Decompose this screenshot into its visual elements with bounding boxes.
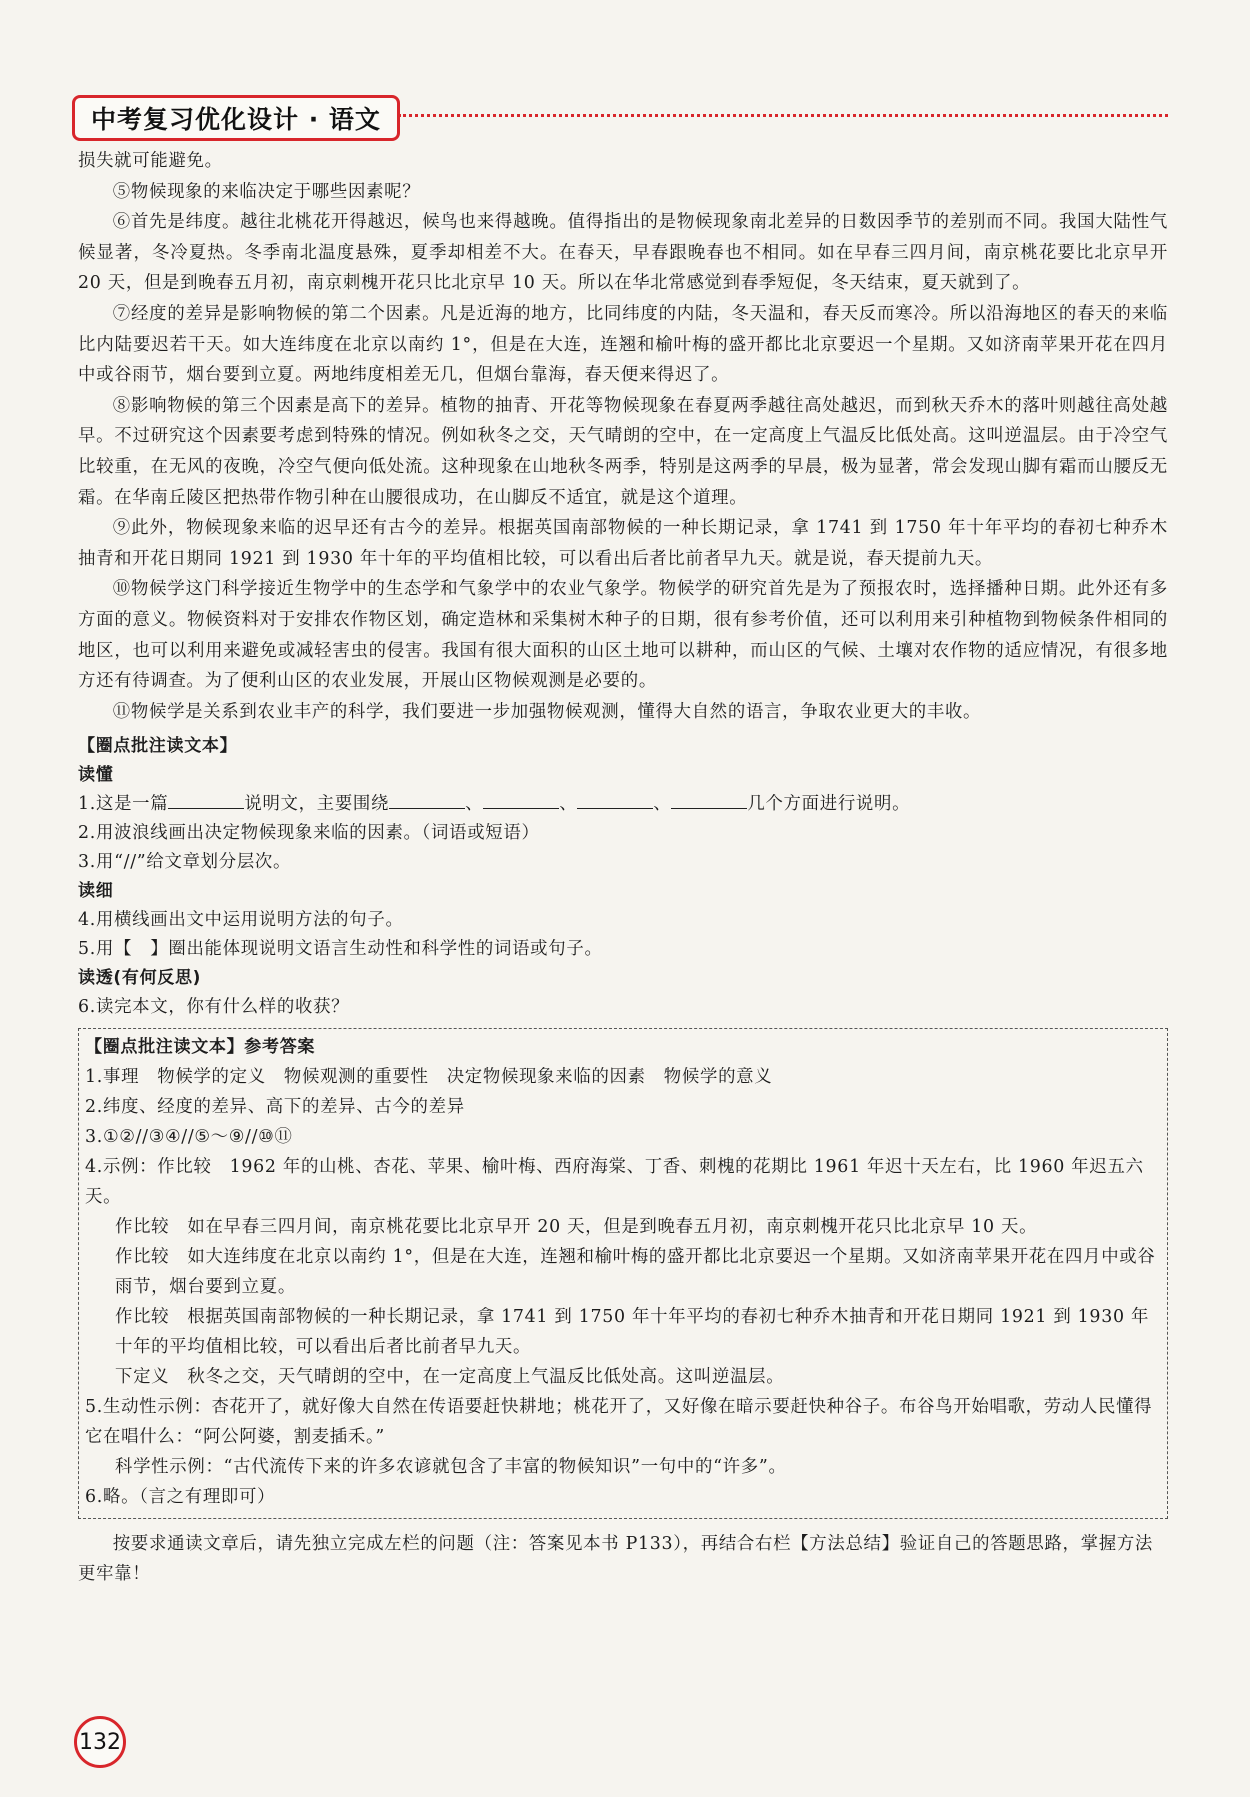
footer-note: 按要求通读文章后，请先独立完成左栏的问题（注：答案见本书 P133），再结合右栏【方法总结】验证自己的答题思路，掌握方法更牢靠！ — [78, 1534, 1154, 1585]
answer-blank[interactable] — [671, 790, 747, 809]
question-1 — [78, 790, 1168, 819]
main-content — [78, 146, 1168, 1607]
question-2: 2.用波浪线画出决定物候现象来临的因素。（词语或短语） — [78, 823, 540, 844]
read-detail-label: 读细 — [78, 881, 114, 902]
answer-example: 科学性示例：“古代流传下来的许多农谚就包含了丰富的物候知识”一句中的“许多”。 — [115, 1457, 787, 1478]
question-4: 4.用横线画出文中运用说明方法的句子。 — [78, 910, 404, 931]
book-title: 中考复习优化设计 · 语文 — [72, 95, 400, 141]
article-paragraph: ⑥首先是纬度。越往北桃花开得越迟，候鸟也来得越晚。值得指出的是物候现象南北差异的日数因季节的差别而不同。我国大陆性气候显著，冬冷夏热。冬季南北温度悬殊，夏季却相差不大。在春天，早春跟晚春也不相同。如在早春三四月间，南京桃花要比北京早开 20 天，但是到晚春五月初，南京刺槐开花只比北京早 10 天。所以在华北常感觉到春季短促，冬天结束，夏天就到了。 — [78, 212, 1168, 294]
q1-text-a: 1.这是一篇 — [78, 794, 169, 815]
article-paragraph: ⑧影响物候的第三个因素是高下的差异。植物的抽青、开花等物候现象在春夏两季越往高处越迟，而到秋天乔木的落叶则越往高处越早。不过研究这个因素要考虑到特殊的情况。例如秋冬之交，天气晴朗的空中，在一定高度上气温反比低处高。这叫逆温层。由于冷空气比较重，在无风的夜晚，冷空气便向低处流。这种现象在山地秋冬两季，特别是这两季的早晨，极为显著，常会发现山脚有霜而山腰反无霜。在华南丘陵区把热带作物引种在山腰很成功，在山脚反不适宜，就是这个道理。 — [78, 395, 1168, 508]
article-paragraph: 损失就可能避免。 — [78, 151, 223, 171]
read-understand-label: 读懂 — [78, 765, 114, 786]
answer-blank[interactable] — [483, 790, 559, 809]
read-through-label: 读透(有何反思) — [78, 968, 202, 989]
question-5: 5.用【 】圈出能体现说明文语言生动性和科学性的词语或句子。 — [78, 939, 603, 960]
answer-example: 下定义 秋冬之交，天气晴朗的空中，在一定高度上气温反比低处高。这叫逆温层。 — [115, 1367, 785, 1388]
answer-blank[interactable] — [389, 790, 465, 809]
article-paragraph: ⑨此外，物候现象来临的迟早还有古今的差异。根据英国南部物候的一种长期记录，拿 1741 到 1750 年十年平均的春初七种乔木抽青和开花日期同 1921 到 1930 年十年的平均值相比较，可以看出后者比前者早九天。就是说，春天提前九天。 — [78, 518, 1168, 569]
question-3: 3.用“//”给文章划分层次。 — [78, 852, 292, 873]
answer-example: 作比较 根据英国南部物候的一种长期记录，拿 1741 到 1750 年十年平均的春初七种乔木抽青和开花日期同 1921 到 1930 年十年的平均值相比较，可以看出后者比前者早九天。 — [115, 1307, 1150, 1358]
header-dotted-rule — [398, 114, 1168, 117]
answer-line: 1.事理 物候学的定义 物候观测的重要性 决定物候现象来临的因素 物候学的意义 — [85, 1067, 773, 1088]
annotate-heading: 【圈点批注读文本】 — [78, 736, 238, 757]
answer-line: 6.略。（言之有理即可） — [85, 1487, 276, 1508]
article-paragraph: ⑦经度的差异是影响物候的第二个因素。凡是近海的地方，比同纬度的内陆，冬天温和，春天反而寒冷。所以沿海地区的春天的来临比内陆要迟若干天。如大连纬度在北京以南约 1°，但是在大连，连翘和榆叶梅的盛开都比北京要迟一个星期。又如济南苹果开花在四月中或谷雨节，烟台要到立夏。两地纬度相差无几，但烟台靠海，春天便来得迟了。 — [78, 303, 1168, 386]
article-paragraph: ⑩物候学这门科学接近生物学中的生态学和气象学中的农业气象学。物候学的研究首先是为了预报农时，选择播种日期。此外还有多方面的意义。物候资料对于安排农作物区划，确定造林和采集树木种子的日期，很有参考价值，还可以利用来引种植物到物候条件相同的地区，也可以利用来避免或减轻害虫的侵害。我国有很大面积的山区土地可以耕种，而山区的气候、土壤对农作物的适应情况，有很多地方还有待调查。为了便利山区的农业发展，开展山区物候观测是必要的。 — [78, 579, 1168, 692]
answer-line: 4.示例：作比较 1962 年的山桃、杏花、苹果、榆叶梅、西府海棠、丁香、刺槐的花期比 1961 年迟十天左右，比 1960 年迟五六天。 — [85, 1157, 1144, 1208]
q1-text-b: 说明文，主要围绕 — [244, 794, 390, 815]
page-header — [72, 96, 400, 140]
answers-heading: 【圈点批注读文本】参考答案 — [85, 1037, 316, 1058]
q1-text-c: 几个方面进行说明。 — [747, 794, 911, 815]
answer-blank[interactable] — [168, 790, 244, 809]
answer-blank[interactable] — [577, 790, 653, 809]
answer-line: 3.①②//③④//⑤～⑨//⑩⑪ — [85, 1127, 293, 1148]
reference-answers-box — [78, 1028, 1168, 1519]
article-paragraph: ⑪物候学是关系到农业丰产的科学，我们要进一步加强物候观测，懂得大自然的语言，争取农业更大的丰收。 — [112, 701, 982, 722]
answer-line: 2.纬度、经度的差异、高下的差异、古今的差异 — [85, 1097, 465, 1118]
q1-sep: 、 — [559, 794, 578, 815]
page-number: 132 — [74, 1716, 126, 1768]
answer-example: 作比较 如在早春三四月间，南京桃花要比北京早开 20 天，但是到晚春五月初，南京刺槐开花只比北京早 10 天。 — [115, 1217, 1038, 1238]
article-paragraph: ⑤物候现象的来临决定于哪些因素呢？ — [112, 181, 421, 202]
answer-example: 作比较 如大连纬度在北京以南约 1°，但是在大连，连翘和榆叶梅的盛开都比北京要迟一个星期。又如济南苹果开花在四月中或谷雨节，烟台要到立夏。 — [115, 1247, 1156, 1298]
q1-sep: 、 — [653, 794, 672, 815]
q1-sep: 、 — [465, 794, 484, 815]
question-6: 6.读完本文，你有什么样的收获？ — [78, 997, 350, 1018]
answer-line: 5.生动性示例：杏花开了，就好像大自然在传语要赶快耕地；桃花开了，又好像在暗示要赶快种谷子。布谷鸟开始唱歌，劳动人民懂得它在唱什么：“阿公阿婆，割麦插禾。” — [85, 1397, 1153, 1448]
